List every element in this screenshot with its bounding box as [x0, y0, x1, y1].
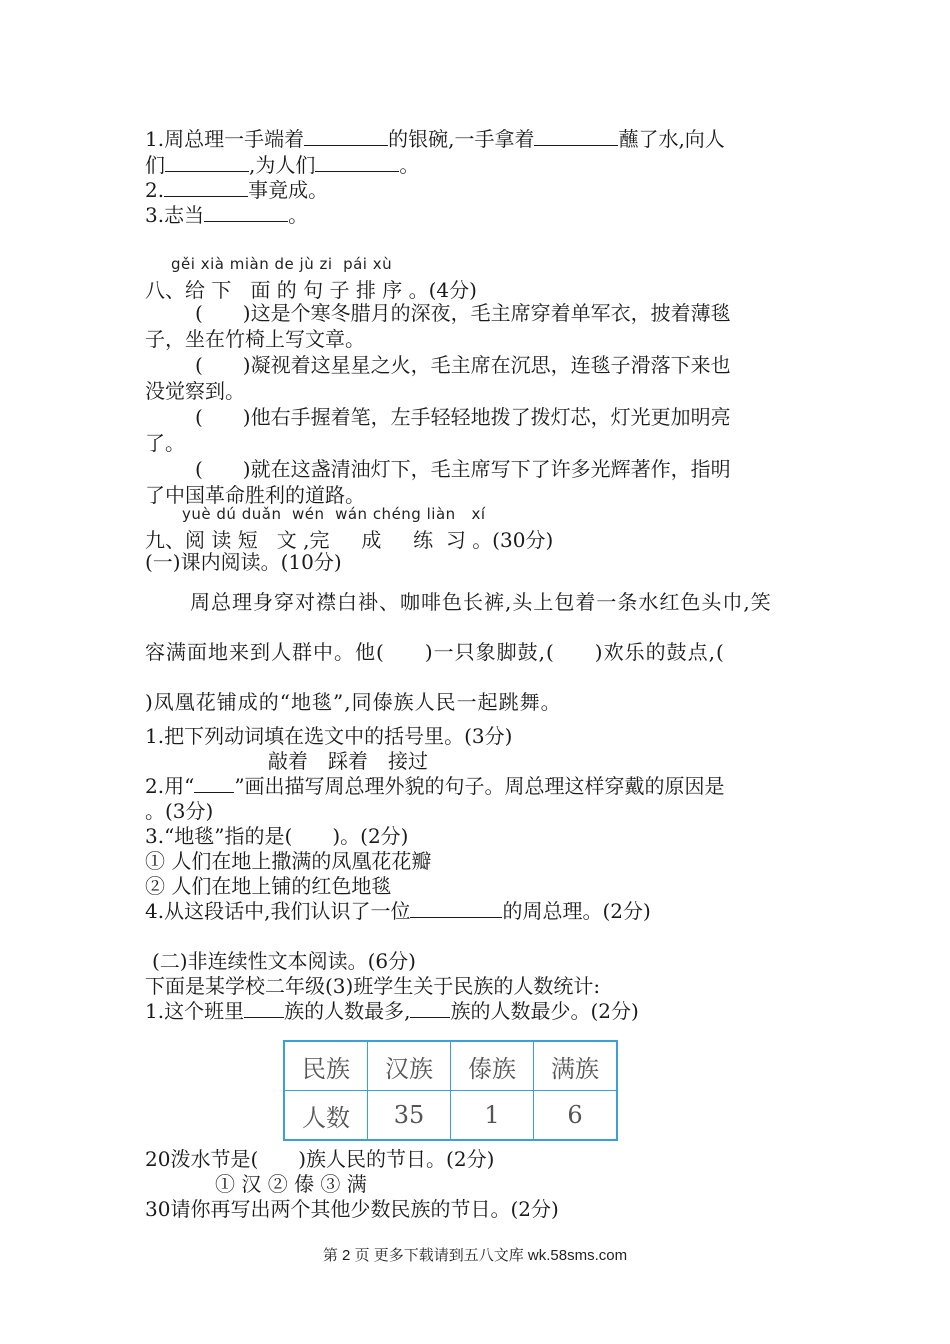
text: 族的人数最多, — [284, 999, 411, 1023]
sentence-2 — [195, 352, 731, 378]
sentence-1 — [195, 300, 731, 326]
text: 1.这个班里 — [145, 999, 245, 1023]
table-cell: 满族 — [534, 1041, 618, 1091]
table-cell: 35 — [368, 1091, 451, 1141]
text: 。(3分) — [145, 799, 214, 823]
text: 这是个寒冬腊月的深夜，毛主席穿着单军衣，披着薄毯 — [250, 301, 731, 325]
sentence-2-cont — [145, 378, 245, 404]
title-char: 习 — [445, 528, 466, 552]
part-2-question-3 — [145, 1196, 559, 1222]
text: 了。 — [145, 431, 185, 455]
text: (一)课内阅读。(10分) — [145, 550, 342, 574]
sentence-4 — [195, 456, 731, 482]
table-cell: 民族 — [284, 1041, 368, 1091]
pinyin: dú — [216, 505, 237, 523]
pinyin: wén — [292, 505, 325, 523]
title-char: 八、给 — [145, 278, 205, 302]
question-4 — [145, 898, 651, 924]
fill-line-2 — [145, 152, 419, 178]
table-cell: 人数 — [284, 1091, 368, 1141]
answer-blank[interactable] — [164, 178, 248, 197]
text: 敲着 踩着 接过 — [268, 749, 428, 773]
pinyin: miàn — [229, 255, 270, 273]
text: ”画出描写周总理外貌的句子。周总理这样穿戴的原因是 — [234, 774, 725, 798]
question-3 — [145, 823, 408, 849]
text: 下面是某学校二年级(3)班学生关于民族的人数统计: — [145, 974, 601, 998]
section-9-pinyin — [182, 505, 486, 523]
text: 的周总理。(2分) — [502, 899, 651, 923]
part-2-question-2-options — [215, 1171, 367, 1197]
answer-blank[interactable] — [534, 127, 618, 146]
text: ② 人们在地上铺的红色地毯 — [145, 874, 392, 898]
text: 凝视着这星星之火，毛主席在沉思，连毯子滑落下来也 — [250, 353, 731, 377]
title-char: 句 — [303, 278, 324, 302]
text: )一只象脚鼓,( — [424, 640, 555, 664]
part-2-intro — [145, 973, 600, 999]
text: 了中国革命胜利的道路。 — [145, 483, 365, 507]
title-char: 序 — [382, 278, 403, 302]
text: 3.“地毯”指的是( )。(2分) — [145, 824, 409, 848]
text: 。 — [288, 203, 309, 227]
title-char: 下 — [211, 278, 232, 302]
score: 。(30分) — [472, 528, 554, 552]
pinyin: liàn — [426, 505, 456, 523]
question-1-words — [268, 748, 428, 774]
text: 族的人数最少。(2分) — [450, 999, 639, 1023]
pinyin: de — [274, 255, 295, 273]
title-char: ,完 — [303, 528, 330, 552]
text: 1.把下列动词填在选文中的括号里。(3分) — [145, 724, 513, 748]
answer-blank[interactable] — [165, 153, 249, 172]
answer-paren[interactable]: ( ) — [195, 405, 251, 429]
question-2 — [145, 773, 725, 799]
part-1-title — [145, 549, 342, 575]
pinyin: gěi — [171, 255, 196, 273]
text: )凤凰花铺成的“地毯”,同傣族人民一起跳舞。 — [145, 690, 562, 714]
text: 4.从这段话中,我们认识了一位 — [145, 899, 411, 923]
part-2-question-2 — [145, 1146, 494, 1172]
text: ,为人们 — [249, 153, 316, 177]
answer-blank[interactable] — [315, 153, 399, 172]
text: 30请你再写出两个其他少数民族的节日。(2分) — [145, 1197, 559, 1221]
pinyin: zi — [319, 255, 333, 273]
title-char: 的 — [276, 278, 297, 302]
text: 周总理身穿对襟白褂、咖啡色长裤,头上包着一条水红色头巾,笑 — [190, 590, 772, 614]
table-cell: 傣族 — [451, 1041, 534, 1091]
answer-blank[interactable] — [410, 999, 450, 1018]
fill-line-1 — [145, 126, 725, 152]
title-char: 面 — [250, 278, 271, 302]
text: ① 汉 ② 傣 ③ 满 — [215, 1172, 367, 1196]
question-3-option-1 — [145, 848, 431, 874]
text: 们 — [145, 153, 165, 177]
pinyin: xià — [200, 255, 225, 273]
pinyin: wán — [335, 505, 368, 523]
sentence-3 — [195, 404, 731, 430]
pinyin: yuè — [182, 505, 212, 523]
text: (二)非连续性文本阅读。(6分) — [152, 949, 416, 973]
pinyin: duǎn — [241, 505, 282, 523]
title-char: 排 — [355, 278, 376, 302]
pinyin: pái — [343, 255, 368, 273]
title-char: 成 — [361, 528, 382, 552]
question-3-option-2 — [145, 873, 391, 899]
score: 。(4分) — [408, 278, 477, 302]
text: 2. — [145, 178, 165, 202]
answer-paren[interactable]: ( ) — [195, 457, 251, 481]
text: 子，坐在竹椅上写文章。 — [145, 327, 365, 351]
title-char: 九、阅 — [145, 528, 205, 552]
text: 就在这盏清油灯下，毛主席写下了许多光辉著作，指明 — [250, 457, 731, 481]
passage-line-2 — [145, 636, 725, 665]
text: ① 人们在地上撒满的凤凰花花瓣 — [145, 849, 432, 873]
table-row — [284, 1091, 617, 1141]
pinyin: xù — [372, 255, 393, 273]
underline-sample — [194, 774, 234, 793]
sentence-3-cont — [145, 430, 185, 456]
answer-blank[interactable] — [410, 899, 502, 918]
answer-blank[interactable] — [244, 999, 284, 1018]
text: 他右手握着笔，左手轻轻地拨了拨灯芯，灯光更加明亮 — [250, 405, 731, 429]
answer-blank[interactable] — [204, 203, 288, 222]
text: 。 — [399, 153, 420, 177]
table-cell: 6 — [534, 1091, 618, 1141]
text: 2.用“ — [145, 774, 195, 798]
table-header-row — [284, 1041, 617, 1091]
part-2-question-1 — [145, 998, 639, 1024]
sentence-1-cont — [145, 326, 365, 352]
answer-paren[interactable]: ( ) — [195, 301, 251, 325]
text: 1.周总理一手端着 — [145, 127, 305, 151]
title-char: 短 — [237, 528, 258, 552]
text: 蘸了水,向人 — [618, 127, 725, 151]
section-8-title — [145, 274, 477, 303]
answer-paren[interactable]: ( ) — [195, 353, 251, 377]
fill-line-4 — [145, 202, 308, 228]
page-footer: 第 2 页 更多下载请到五八文库 wk.58sms.com — [322, 1247, 628, 1264]
passage-line-1 — [190, 586, 772, 615]
question-1 — [145, 723, 512, 749]
fill-line-3 — [145, 177, 328, 203]
part-2-title — [152, 948, 416, 974]
title-char: 练 — [413, 528, 434, 552]
text: 容满面地来到人群中。他( — [145, 640, 385, 664]
text: )欢乐的鼓点,( — [594, 640, 725, 664]
pinyin: jù — [299, 255, 315, 273]
pinyin: xí — [471, 505, 486, 523]
question-2-cont — [145, 798, 213, 824]
answer-blank[interactable] — [304, 127, 388, 146]
table-cell: 汉族 — [368, 1041, 451, 1091]
title-char: 子 — [329, 278, 350, 302]
ethnic-statistics-table — [283, 1040, 618, 1141]
text: 20泼水节是( )族人民的节日。(2分) — [145, 1147, 495, 1171]
text: 没觉察到。 — [145, 379, 245, 403]
title-char: 文 — [276, 528, 297, 552]
text: 的银碗,一手拿着 — [388, 127, 535, 151]
text: 事竟成。 — [248, 178, 329, 202]
title-char: 读 — [211, 528, 232, 552]
table-cell: 1 — [451, 1091, 534, 1141]
pinyin: chéng — [372, 505, 422, 523]
text: 3.志当 — [145, 203, 205, 227]
passage-line-3 — [145, 686, 562, 715]
section-8-pinyin — [171, 255, 392, 273]
